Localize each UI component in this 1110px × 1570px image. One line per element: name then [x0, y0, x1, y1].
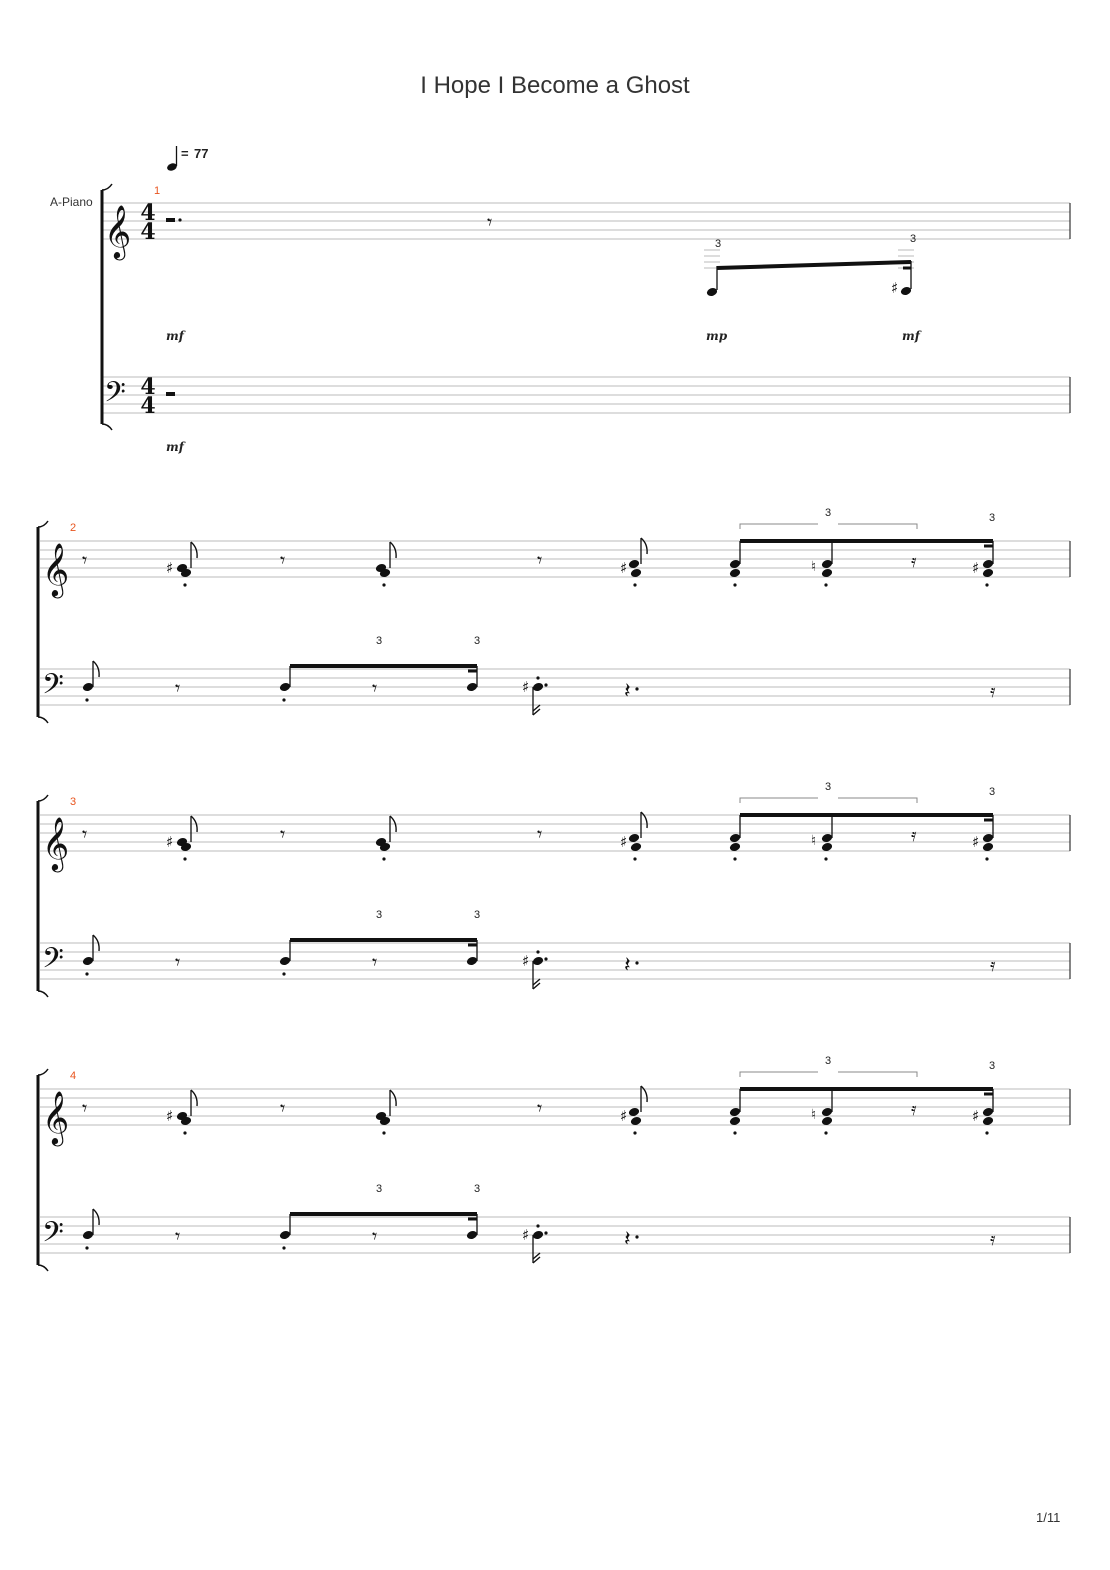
systems: [38, 184, 1070, 1271]
sharp-icon: ♯: [972, 833, 980, 851]
eighth-rest-icon: 𝄾: [175, 950, 181, 974]
treble-clef-icon: 𝄞: [42, 542, 70, 596]
sharp-icon: ♯: [166, 559, 174, 577]
staccato-dot: [183, 583, 186, 586]
sharp-icon: ♯: [620, 1107, 628, 1125]
staccato-dot: [536, 676, 539, 679]
eighth-rest-icon: 𝄾: [175, 676, 181, 700]
quarter-rest-icon: 𝄽: [624, 953, 631, 978]
tuplet-number: 3: [824, 507, 832, 519]
system-2: [38, 507, 1070, 723]
eighth-rest-icon: 𝄾: [537, 822, 543, 846]
staccato-dot: [733, 583, 736, 586]
quarter-rest-icon: 𝄽: [624, 679, 631, 704]
staccato-dot: [633, 857, 636, 860]
tuplet-number: 3: [473, 1183, 481, 1195]
eighth-rest-icon: 𝄾: [82, 1096, 88, 1120]
natural-icon: ♮: [811, 833, 817, 849]
system-3: [38, 781, 1070, 997]
staccato-dot: [824, 1131, 827, 1134]
bass-clef-icon: 𝄢: [42, 1216, 64, 1256]
instrument-name: A-Piano: [50, 195, 93, 209]
note-head: [279, 956, 291, 967]
dynamic-mark: mf: [902, 329, 920, 343]
dynamic-mark: mf: [166, 440, 184, 454]
half-rest-icon: [166, 218, 175, 222]
eighth-rest-icon: 𝄾: [82, 822, 88, 846]
sharp-icon: ♯: [891, 279, 899, 297]
measure-number: 4: [69, 1070, 77, 1082]
staccato-dot: [824, 583, 827, 586]
eighth-rest-icon: 𝄾: [372, 1224, 378, 1248]
page-number: 1/11: [1036, 1510, 1061, 1525]
dynamic-mark: mp: [706, 329, 728, 343]
tuplet-number: 3: [988, 1060, 996, 1072]
sixteenth-rest-icon: 𝄿: [990, 1229, 996, 1250]
staccato-dot: [382, 857, 385, 860]
eighth-rest-icon: 𝄾: [487, 210, 493, 234]
tempo-marking: [166, 146, 208, 172]
natural-icon: ♮: [811, 559, 817, 575]
sharp-icon: ♯: [522, 1226, 530, 1244]
staccato-dot: [985, 1131, 988, 1134]
staccato-dot: [183, 1131, 186, 1134]
eighth-rest-icon: 𝄾: [280, 1096, 286, 1120]
staccato-dot: [733, 1131, 736, 1134]
tuplet-bracket: [740, 798, 917, 803]
measure-number: 2: [69, 522, 77, 534]
tuplet-number: 3: [375, 635, 383, 647]
measure-number: 1: [153, 185, 161, 197]
sharp-icon: ♯: [166, 1107, 174, 1125]
note-head: [279, 682, 291, 693]
tuplet-number: 3: [988, 512, 996, 524]
time-signature-top: 4: [140, 374, 156, 400]
staccato-dot: [382, 583, 385, 586]
note-head: [466, 1230, 478, 1241]
treble-clef-icon: 𝄞: [104, 204, 132, 258]
sixteenth-rest-icon: 𝄿: [911, 1099, 917, 1120]
tuplet-number: 3: [824, 1055, 832, 1067]
bass-clef-icon: 𝄢: [42, 668, 64, 708]
staccato-dot: [282, 972, 285, 975]
staccato-dot: [85, 698, 88, 701]
staccato-dot: [536, 950, 539, 953]
staccato-dot: [85, 1246, 88, 1249]
tempo-value: 77: [194, 146, 209, 161]
measure-number: 3: [69, 796, 77, 808]
sharp-icon: ♯: [522, 952, 530, 970]
eighth-rest-icon: 𝄾: [280, 822, 286, 846]
sixteenth-rest-icon: 𝄿: [990, 681, 996, 702]
tuplet-number: 3: [988, 786, 996, 798]
system-1: [102, 184, 1070, 454]
time-signature-top: 4: [140, 200, 156, 226]
note-flag: [641, 1086, 647, 1102]
staccato-dot: [282, 1246, 285, 1249]
tuplet-number: 3: [375, 1183, 383, 1195]
staccato-dot: [733, 857, 736, 860]
eighth-rest-icon: 𝄾: [82, 548, 88, 572]
eighth-rest-icon: 𝄾: [537, 548, 543, 572]
sharp-icon: ♯: [972, 1107, 980, 1125]
note-head: [532, 682, 544, 693]
staccato-dot: [282, 698, 285, 701]
natural-icon: ♮: [811, 1107, 817, 1123]
half-rest-icon: [166, 392, 175, 396]
staccato-dot: [824, 857, 827, 860]
sixteenth-rest-icon: 𝄿: [911, 825, 917, 846]
tuplet-number: 3: [473, 635, 481, 647]
note-head: [466, 956, 478, 967]
note-flag: [641, 812, 647, 828]
treble-clef-icon: 𝄞: [42, 1090, 70, 1144]
sixteenth-rest-icon: 𝄿: [911, 551, 917, 572]
tuplet-number: 3: [824, 781, 832, 793]
score-title: I Hope I Become a Ghost: [420, 72, 690, 99]
bass-clef-icon: 𝄢: [42, 942, 64, 982]
staccato-dot: [633, 583, 636, 586]
sharp-icon: ♯: [620, 833, 628, 851]
note-head: [900, 286, 912, 297]
sharp-icon: ♯: [972, 559, 980, 577]
sharp-icon: ♯: [166, 833, 174, 851]
eighth-rest-icon: 𝄾: [372, 676, 378, 700]
note-head: [706, 287, 718, 298]
eighth-rest-icon: 𝄾: [175, 1224, 181, 1248]
note-head: [82, 1230, 94, 1241]
tuplet-number: 3: [909, 233, 917, 245]
staccato-dot: [985, 857, 988, 860]
staccato-dot: [633, 1131, 636, 1134]
note-head: [532, 1230, 544, 1241]
note-head: [82, 956, 94, 967]
sharp-icon: ♯: [620, 559, 628, 577]
note-flag: [641, 538, 647, 554]
staccato-dot: [382, 1131, 385, 1134]
time-signature-bottom: 4: [140, 393, 156, 419]
note-head: [82, 682, 94, 693]
eighth-rest-icon: 𝄾: [537, 1096, 543, 1120]
tuplet-number: 3: [473, 909, 481, 921]
sharp-icon: ♯: [522, 678, 530, 696]
eighth-rest-icon: 𝄾: [372, 950, 378, 974]
tuplet-bracket: [740, 1072, 917, 1077]
eighth-rest-icon: 𝄾: [280, 548, 286, 572]
note-head: [466, 682, 478, 693]
tuplet-bracket: [740, 524, 917, 529]
staccato-dot: [985, 583, 988, 586]
quarter-rest-icon: 𝄽: [624, 1227, 631, 1252]
tuplet-number: 3: [375, 909, 383, 921]
dynamic-mark: mf: [166, 329, 184, 343]
staccato-dot: [85, 972, 88, 975]
time-signature-bottom: 4: [140, 219, 156, 245]
sixteenth-rest-icon: 𝄿: [990, 955, 996, 976]
bass-clef-icon: 𝄢: [104, 376, 126, 416]
staccato-dot: [536, 1224, 539, 1227]
tempo-equals: =: [181, 146, 189, 161]
staccato-dot: [183, 857, 186, 860]
tuplet-number: 3: [714, 238, 722, 250]
note-head: [532, 956, 544, 967]
system-4: [38, 1055, 1070, 1271]
note-head: [279, 1230, 291, 1241]
treble-clef-icon: 𝄞: [42, 816, 70, 870]
